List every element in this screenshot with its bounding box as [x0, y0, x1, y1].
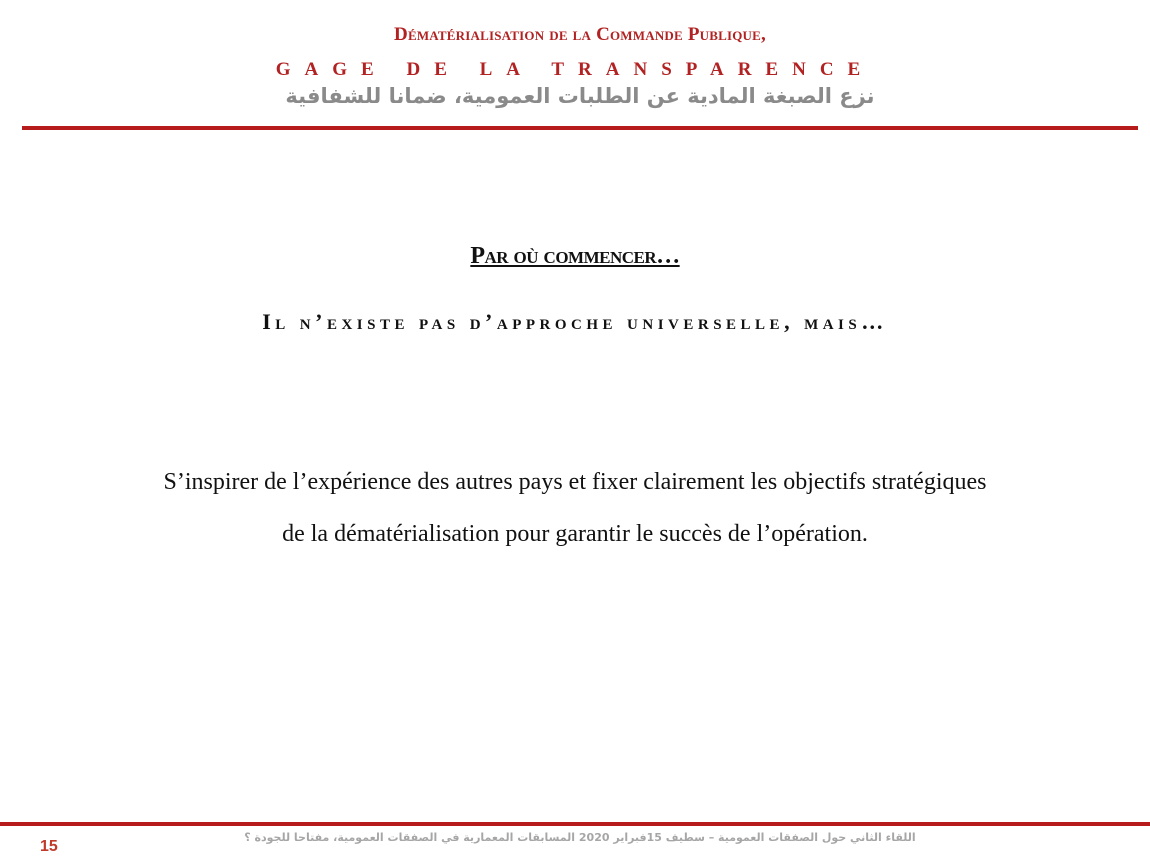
- slide-title-arabic: نزع الصبغة المادية عن الطلبات العمومية، ضمانا للشفافية: [285, 84, 875, 108]
- body-paragraph: [40, 456, 1110, 560]
- slide-header: [0, 0, 1150, 135]
- section-subheading: Il n’existe pas d’approche universelle, mais…: [262, 309, 888, 334]
- footer-divider: [0, 822, 1150, 826]
- page-number: 15: [40, 838, 58, 855]
- footer-text: اللقاء الثاني حول الصفقات العمومية – سطيف 15فبراير 2020 المسابقات المعمارية في الصفقات العمومية، مفتاحا للجودة ؟: [244, 831, 916, 844]
- slide-title-french: Dématérialisation de la Commande Publique,: [394, 24, 766, 45]
- body-line-2: de la dématérialisation pour garantir le succès de l’opération.: [282, 521, 868, 547]
- header-divider: [22, 126, 1138, 130]
- body-line-1: S’inspirer de l’expérience des autres pays et fixer clairement les objectifs stratégiques: [163, 469, 987, 495]
- section-heading: Par où commencer…: [470, 243, 680, 269]
- slide-subtitle-french: GAGE DE LA TRANSPARENCE: [275, 59, 875, 80]
